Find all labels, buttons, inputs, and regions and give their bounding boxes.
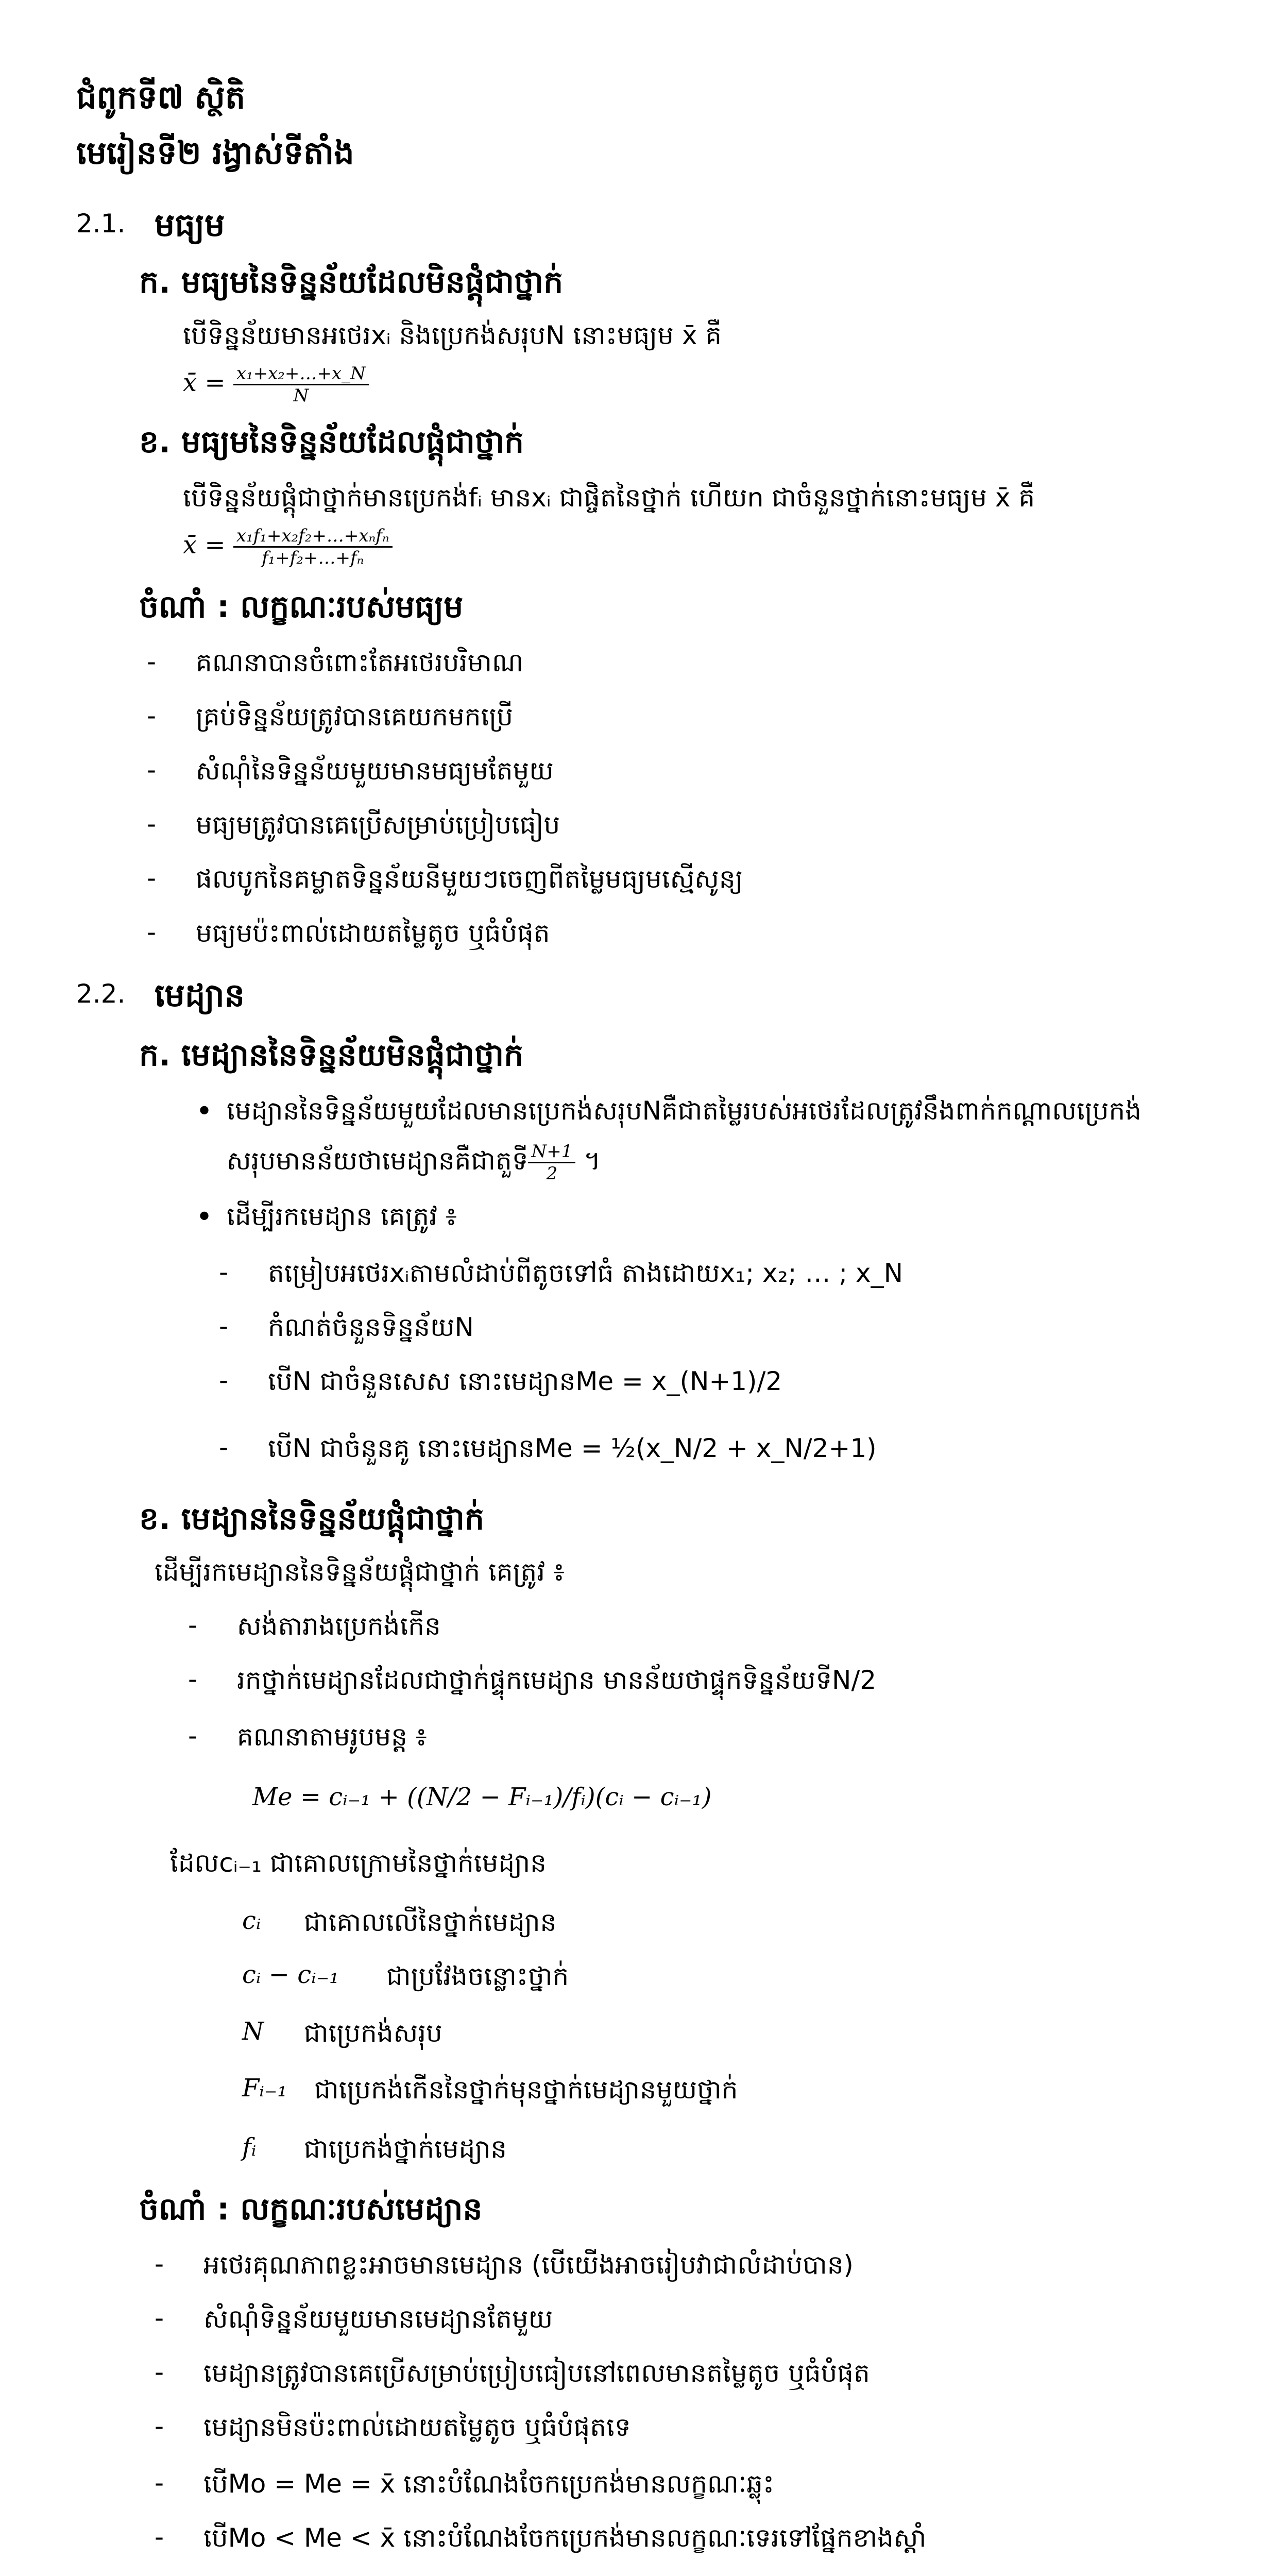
definition-symbol: N <box>242 2017 264 2046</box>
section-title: មធ្យម <box>155 206 225 244</box>
definition-text: ជាប្រេកង់សរុប <box>304 2018 442 2048</box>
step-item: - គណនាតាមរូបមន្ត ៖ <box>237 1721 427 1758</box>
definition-text: ជាគោលលើនៃថ្នាក់មេដ្យាន <box>304 1907 557 1937</box>
paragraph: ដើម្បីរកមេដ្យាននៃទិន្នន័យផ្តុំជាថ្នាក់ គេត្រូវ ៖ <box>155 1557 565 1587</box>
weighted-mean-formula <box>183 526 393 568</box>
step-item: - តម្រៀបអថេរxᵢតាមលំដាប់ពីតូចទៅធំ តាងដោយx₁; x₂; … ; x_N <box>268 1257 903 1295</box>
bullet-continuation <box>227 1141 601 1184</box>
bullet-item: • ដើម្បីរកមេដ្យាន គេត្រូវ ៖ <box>227 1200 457 1238</box>
list-item: - អថេរគុណភាពខ្លះអាចមានមេដ្យាន (បើយើងអាចរៀបវាជាលំដាប់បាន) <box>203 2249 854 2286</box>
definition-symbol: cᵢ <box>242 1906 261 1935</box>
bullet-item: • មេដ្យាននៃទិន្នន័យមួយដែលមានប្រេកង់សរុបNគឺជាតម្លៃរបស់អថេរដែលត្រូវនឹងពាក់កណ្តាលប្រេកង់ <box>227 1095 1141 1132</box>
section-number: 2.1. <box>76 209 126 239</box>
mean-formula <box>183 363 369 406</box>
lesson-heading: មេរៀនទី២ រង្វាស់ទីតាំង <box>76 134 354 172</box>
numerator: x₁f₁+x₂f₂+…+xₙfₙ <box>233 526 393 548</box>
list-item: - គ្រប់ទិន្នន័យត្រូវបានគេយកមកប្រើ <box>196 701 513 738</box>
step-item: - រកថ្នាក់មេដ្យានដែលជាថ្នាក់ផ្ទុកមេដ្យាន មានន័យថាផ្ទុកទិន្នន័យទីN/2 <box>237 1664 876 1702</box>
subsection-title: ក. មេដ្យាននៃទិន្នន័យមិនផ្តុំជាថ្នាក់ <box>139 1037 524 1073</box>
note-title: ចំណាំ : លក្ខណៈរបស់មធ្យម <box>139 589 464 625</box>
subsection-title: ខ. មេដ្យាននៃទិន្នន័យផ្តុំជាថ្នាក់ <box>139 1501 485 1537</box>
paragraph: បើទិន្នន័យផ្តុំជាថ្នាក់មានប្រេកង់fᵢ មានxᵢ ជាផ្ចិតនៃថ្នាក់ ហើយn ជាចំនួនថ្នាក់នោះមធ្យម x̄ គឺ <box>183 483 1035 513</box>
list-item: - មេដ្យានត្រូវបានគេប្រើសម្រាប់ប្រៀបធៀបនៅពេលមានតម្លៃតូច ឬធំបំផុត <box>203 2357 870 2395</box>
definition-symbol: cᵢ − cᵢ₋₁ <box>242 1960 339 1989</box>
subsection-title: ក. មធ្យមនៃទិន្នន័យដែលមិនផ្តុំជាថ្នាក់ <box>139 264 564 300</box>
paragraph: បើទិន្នន័យមានអថេរxᵢ និងប្រេកង់សរុបN នោះមធ្យម x̄ គឺ <box>183 320 722 350</box>
text: ។ <box>584 1146 601 1176</box>
list-item: - មធ្យមប៉ះពាល់ដោយតម្លៃតូច ឬធំបំផុត <box>196 917 550 955</box>
formula-lhs: x̄ = <box>183 531 226 560</box>
denominator: 2 <box>546 1163 558 1184</box>
text: សរុបមានន័យថាមេដ្យានគឺជាតួទី <box>227 1146 529 1176</box>
subsection-title: ខ. មធ្យមនៃទិន្នន័យដែលផ្តុំជាថ្នាក់ <box>139 424 524 460</box>
definition-intro: ដែលcᵢ₋₁ ជាគោលក្រោមនៃថ្នាក់មេដ្យាន <box>170 1848 547 1878</box>
step-item: - សង់តារាងប្រេកង់កើន <box>237 1610 441 1648</box>
list-item: - សំណុំទិន្នន័យមួយមានមេដ្យានតែមួយ <box>203 2303 553 2341</box>
formula-lhs: x̄ = <box>183 368 226 397</box>
list-item: - បើMo < Me < x̄ នោះបំណែងចែកប្រេកង់មានលក្ខណៈទេរទៅផ្នែកខាងស្តាំ <box>203 2522 926 2560</box>
note-title: ចំណាំ : លក្ខណៈរបស់មេដ្យាន <box>139 2191 483 2227</box>
numerator: x₁+x₂+…+x_N <box>233 363 369 385</box>
section-number: 2.2. <box>76 979 126 1009</box>
definition-text: ជាប្រេកង់កើននៃថ្នាក់មុនថ្នាក់មេដ្យានមួយថ្នាក់ <box>314 2075 738 2105</box>
step-item: - បើN ជាចំនួនគូ នោះមេដ្យានMe = ½(x_N/2 + x_N/2+1) <box>268 1432 877 1470</box>
denominator: N <box>293 385 309 406</box>
list-item: - មធ្យមត្រូវបានគេប្រើសម្រាប់ប្រៀបធៀប <box>196 809 560 846</box>
numerator: N+1 <box>528 1141 575 1163</box>
fraction <box>233 526 393 568</box>
list-item: - បើMo = Me = x̄ នោះបំណែងចែកប្រេកង់មានលក្ខណៈឆ្លុះ <box>203 2468 774 2505</box>
step-item: - កំណត់ចំនួនទិន្នន័យN <box>268 1311 474 1349</box>
definition-text: ជាប្រវែងចន្លោះថ្នាក់ <box>386 1961 569 1991</box>
list-item: - គណនាបានចំពោះតែអថេរបរិមាណ <box>196 647 523 684</box>
list-item: - សំណុំនៃទិន្នន័យមួយមានមធ្យមតែមួយ <box>196 755 554 792</box>
definition-text: ជាប្រេកង់ថ្នាក់មេដ្យាន <box>304 2134 507 2164</box>
fraction <box>233 363 369 406</box>
chapter-heading: ជំពូកទី៧ ស្ថិតិ <box>76 78 246 116</box>
definition-symbol: Fᵢ₋₁ <box>242 2074 287 2103</box>
definition-symbol: fᵢ <box>242 2133 257 2162</box>
fraction <box>528 1141 575 1184</box>
step-item: - បើN ជាចំនួនសេស នោះមេដ្យានMe = x_(N+1)/2 <box>268 1365 782 1403</box>
section-title: មេដ្យាន <box>155 976 245 1014</box>
list-item: - ផលបូកនៃគម្លាតទិន្នន័យនីមួយៗចេញពីតម្លៃមធ្យមស្មើសូន្យ <box>196 863 743 901</box>
denominator: f₁+f₂+…+fₙ <box>262 548 364 568</box>
list-item: - មេដ្យានមិនប៉ះពាល់ដោយតម្លៃតូច ឬធំបំផុតទេ <box>203 2411 631 2449</box>
median-formula: Me = cᵢ₋₁ + ((N/2 − Fᵢ₋₁)/fᵢ)(cᵢ − cᵢ₋₁) <box>252 1783 712 1811</box>
